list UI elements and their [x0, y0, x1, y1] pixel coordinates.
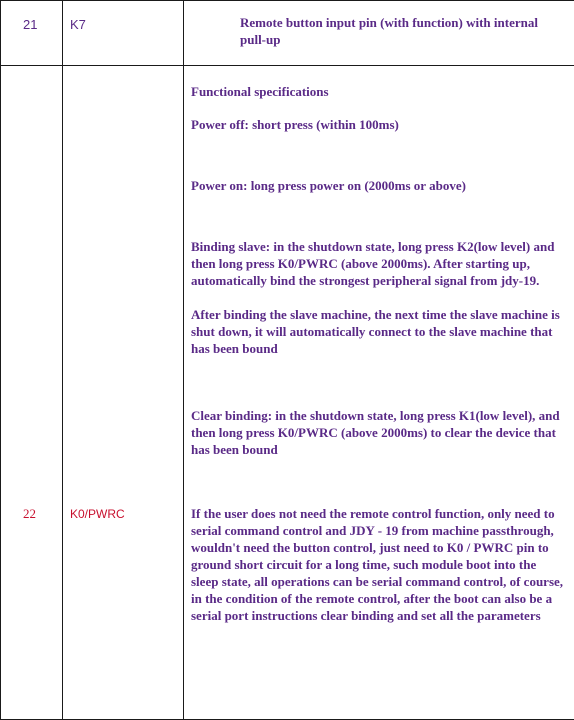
pin-name: K0/PWRC	[63, 66, 183, 523]
pin-number: 21	[1, 1, 62, 33]
pin-number-cell	[1, 1, 63, 66]
table-row	[1, 1, 574, 66]
after-binding-paragraph: After binding the slave machine, the next time the slave machine is shut down, it will automatically connect to the slave machine that has been bound	[191, 306, 564, 357]
no-remote-paragraph: If the user does not need the remote control function, only need to serial command control and JDY - 19 from machine passthrough, wouldn't need the button control, just need to K0 / PWRC pin to ground short circuit for a long time, such module boot into the sleep state, all operations can be serial command control, of course, in the condition of the remote control, after the boot can also be a serial port instructions clear binding and set all the parameters	[191, 505, 564, 624]
binding-slave-paragraph: Binding slave: in the shutdown state, long press K2(low level) and then long press K0/PWRC (above 2000ms). After starting up, automatically bind the strongest peripheral signal from jdy-19.	[191, 238, 564, 289]
function-description	[184, 66, 574, 624]
power-off-paragraph: Power off: short press (within 100ms)	[191, 116, 564, 133]
pin-description-cell	[184, 1, 574, 66]
pin-number-cell	[1, 66, 63, 720]
functional-specifications-heading: Functional specifications	[191, 83, 564, 100]
pin-name-cell	[63, 66, 184, 720]
pin-name: K7	[63, 1, 183, 33]
clear-binding-paragraph: Clear binding: in the shutdown state, long press K1(low level), and then long press K0/PWRC (above 2000ms) to clear the device that has been bound	[191, 407, 564, 458]
table-row	[1, 66, 574, 720]
pin-description: Remote button input pin (with function) with internal pull-up	[184, 1, 574, 48]
pin-number: 22	[1, 66, 62, 522]
pin-name-cell	[63, 1, 184, 66]
pin-description-cell	[184, 66, 574, 720]
power-on-paragraph: Power on: long press power on (2000ms or above)	[191, 177, 564, 194]
